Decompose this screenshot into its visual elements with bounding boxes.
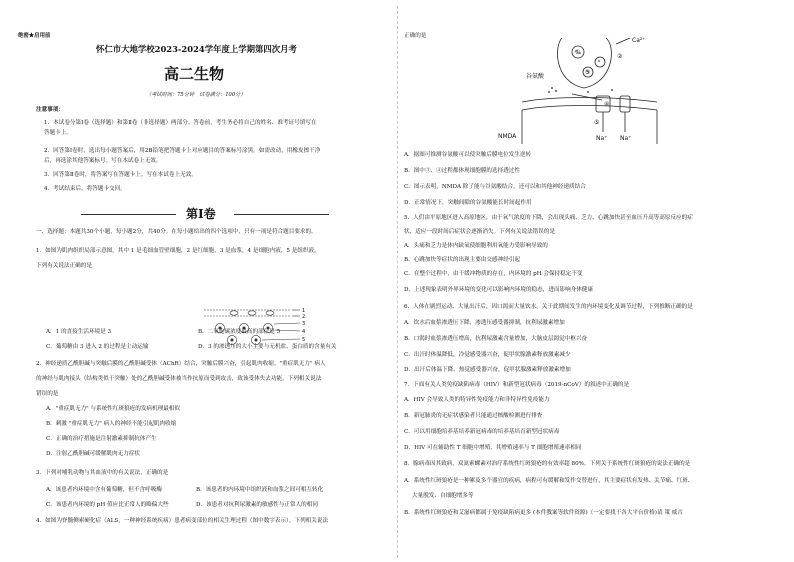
- notice-title: 注意事项：: [36, 107, 64, 113]
- diagram-label: 1: [302, 308, 306, 314]
- notice-line: 1．本试卷分第Ⅰ卷（选择题）和第Ⅱ卷（非选择题）两部分。答卷前，考生务必将自己的姓名、准考证号填写在: [44, 120, 317, 126]
- step-5-label: ⑤: [594, 119, 600, 126]
- sodium-label-2: Na⁺: [620, 135, 632, 142]
- question-2-text: 错误的是: [36, 391, 59, 397]
- q4-option-b: B．图中③、④过程都体现细胞膜的选择透过性: [404, 168, 520, 174]
- q6-option-c: C．出汗时体温降低，冷觉感受器兴奋，促甲状腺激素释放激素减少: [404, 352, 571, 358]
- q2-option-c: C．正确的治疗措施是注射激素抑制抗体产生: [46, 436, 157, 442]
- synapse-diagram: [492, 36, 667, 144]
- q3-option-c: C．该患者内环境的 pH 值应比正常人的略偏大些: [46, 502, 169, 508]
- notice-line: 2．回答第Ⅰ卷时，选出每小题答案后，用2B铅笔把答题卡上对应题目的答案标号涂黑。如需改动，用橡皮擦干净: [44, 148, 321, 154]
- q1-option-a: A．1 的直接生活环境是 3: [46, 329, 112, 335]
- q5-option-b: B．心跳加快等症状的出现主要由交感神经引起: [404, 257, 520, 263]
- diagram-label: 3: [302, 321, 306, 327]
- q6-option-b: B．口渴时血浆渗透压增高，抗利尿激素含量增加，大脑皮层渴觉中枢兴奋: [404, 336, 588, 342]
- q6-option-a: A．饮水后血浆渗透压下降，渗透压感受器抑制，抗利尿激素增加: [404, 320, 565, 326]
- q5-option-c: C．在整个过程中，由于缓冲物质的存在，内环境的 pH 会保持稳定不变: [404, 271, 583, 277]
- q5-option-a: A．头痛和乏力是体内缺氧使细胞利用氧能力受影响导致的: [404, 243, 548, 249]
- q4-option-a: A．据图可推测谷氨酸可以使突触后膜电位发生逆转: [404, 152, 532, 158]
- step-3-label: ③: [585, 69, 591, 76]
- q5-option-d: D．上述现象表明外界环境的变化可以影响内环境的稳态，进而影响身体健康: [404, 287, 594, 293]
- volume-rule-left: [81, 214, 176, 215]
- q2-option-b: B．刺激 "重症肌无力" 病人的神经不能引起肌肉收缩: [46, 421, 177, 427]
- q1-option-b: B．二氧化碳浓度最高的部位是 5: [198, 329, 281, 335]
- question-8-text: 8．腺病毒因其致病，双氮索螺素对治疗系统性红斑狼疮的有效率超 80%。下列关于系统性红斑狼疮的说法正确的是: [404, 461, 691, 467]
- step-2-label: ②: [617, 53, 623, 60]
- question-1-text: 下列有关说法正确的是: [36, 263, 92, 269]
- q4-option-c: C．图示表明，NMDA 除了能与谷氨酸结合，还可以和其他神经递质结合: [404, 184, 586, 190]
- q8-option-b: B．系统性红斑狼疮和艾滋病都属于免疫缺陷病更多 (本件教案等软件资源)（一定要找干各大平台价格)请 策 威吉: [404, 510, 683, 516]
- question-1-text: 1．如图为肌肉组织局部示意图。其中 1 是毛细血管壁细胞，2 是红细胞，3 是血浆，4 是细胞内液，5 是组织液。: [36, 248, 320, 254]
- q3-option-d: D．该患者对抗利尿激素的敏感性与正常人的相同: [196, 502, 318, 508]
- volume-rule-right: [234, 214, 329, 215]
- diagram-label: 2: [302, 314, 306, 320]
- q7-option-a: A．HIV 会导致人类的特异性免疫能力和非特异性免疫能力: [404, 397, 550, 403]
- q1-option-d: D．3 的渗透压的大小主要与无机盐、蛋白质的含量有关: [198, 344, 337, 350]
- calcium-label: Ca²⁺: [632, 37, 646, 44]
- section-intro: 一、选择题：本题共30个小题，每小题2分，共40分。在每小题给出的四个选项中，只有一项是符合题目要求的。: [36, 229, 317, 235]
- q3-option-b: B．该患者的内环境中组织液和血浆之间可相互转化: [196, 487, 324, 493]
- q3-option-a: A．该患者内环境中含有葡萄糖，但不含呼吸酶: [46, 487, 162, 493]
- diagram-label: 4: [302, 329, 306, 335]
- question-2-text: 2．神经递质乙酰胆碱与突触后膜的乙酰胆碱受体（AChR）结合，突触后膜兴奋，引起肌肉收缩。"重症肌无力" 病人: [36, 361, 326, 367]
- q6-option-d: D．出汗后体温下降，热觉感受器兴奋，促甲状腺激素释放激素增加: [404, 367, 571, 373]
- left-column: [18, 0, 391, 562]
- q7-option-c: C．可以用细胞培养基培养新冠病毒的培养基培育新型冠状病毒: [404, 429, 560, 435]
- notice-line: 后，再选涂其他答案标号。写在本试卷上无效。: [44, 158, 162, 164]
- question-4-text: 4．如图为脊髓侧索硬化症（ALS，一种神经系统疾病）患者病变部位的相关生理过程（图中数字表示）。下列相关说法: [36, 518, 329, 524]
- question-2-text: 的神经与肌肉接头（结构类似于突触）处的乙酰胆碱受体被当作抗原而受到攻击，致该受体失去功能。下列相关说法: [36, 376, 322, 382]
- q7-option-b: B．新冠肺炎的无症状感染者只能通过核酸检测进行排查: [404, 413, 543, 419]
- glutamate-label: 谷氨酸: [526, 73, 545, 80]
- right-column: [404, 0, 772, 562]
- school-title: 怀仁市大地学校2023-2024学年度上学期第四次月考: [96, 44, 297, 54]
- volume-title: 第Ⅰ卷: [186, 207, 216, 221]
- nmda-label: NMDA: [498, 133, 517, 140]
- question-7-text: 7．下面有关人类免疫缺陷病毒（HIV）和新型冠状病毒（2019-nCoV）的叙述中正确的是: [404, 382, 630, 388]
- q2-option-a: A．"重症肌无力" 与系统性红斑狼疮的发病机理最相似: [46, 406, 181, 412]
- question-4-continued: 正确的是: [404, 33, 427, 39]
- question-5-text: 5．人们由平原地区进入高原地区，由于氧气浓度的下降，会出现头痛、乏力、心跳加快甚至血压升高等高原反应的症: [404, 215, 693, 221]
- muscle-tissue-diagram: [200, 306, 310, 346]
- notice-line: 4．考试结束后，将答题卡交回。: [44, 186, 126, 192]
- q2-option-d: D．注射乙酰胆碱可缓解肌肉无力症状: [46, 451, 140, 457]
- q1-option-c: C．葡萄糖由 3 进入 2 的过程是主动运输: [46, 344, 149, 350]
- sodium-label-1: Na⁺: [596, 135, 608, 142]
- question-6-text: 6．人体在剧烈运动、大量出汗后，因口渴而大量饮水。关于此期间发生的内环境变化及调节过程，下列推断正确的是: [404, 304, 693, 310]
- secret-label: 绝密★启用前: [18, 33, 51, 39]
- column-divider: [397, 6, 398, 558]
- exam-info: （考试时间：75分钟 试卷满分：100分）: [146, 92, 246, 98]
- q4-option-d: D．正常情况下，突触间隙的谷氨酸能长时间起作用: [404, 200, 532, 206]
- notice-line: 3．回答第Ⅱ卷时，将答案写在答题卡上。写在本试卷上无效。: [44, 172, 197, 178]
- diagram-label: 5: [302, 337, 306, 343]
- notice-line: 答题卡上。: [44, 130, 72, 136]
- question-3-text: 3．下列对哺乳动物与其血液中的有关说法，正确的是: [36, 470, 169, 476]
- question-5-text: 状，适应一段时间后症状会逐渐消失。下列有关说法错误的是: [404, 229, 556, 235]
- q8-option-a: A．系统性红斑狼疮是一种累及多个器官的疾病，病程可有缓解和发作交替进行，其主要症状有发热、关节痛、红斑、: [404, 478, 694, 484]
- q8-option-a-cont: 大量脱发、自细胞增多等: [412, 493, 474, 499]
- subject-title: 高二生物: [164, 65, 225, 83]
- step-4-label: ④: [604, 101, 610, 108]
- step-1-label: ①: [575, 49, 581, 56]
- q7-option-d: D．HIV 可在辅助性 T 细胞中增殖，其增殖速率与 T 细胞增殖速率相同: [404, 445, 582, 451]
